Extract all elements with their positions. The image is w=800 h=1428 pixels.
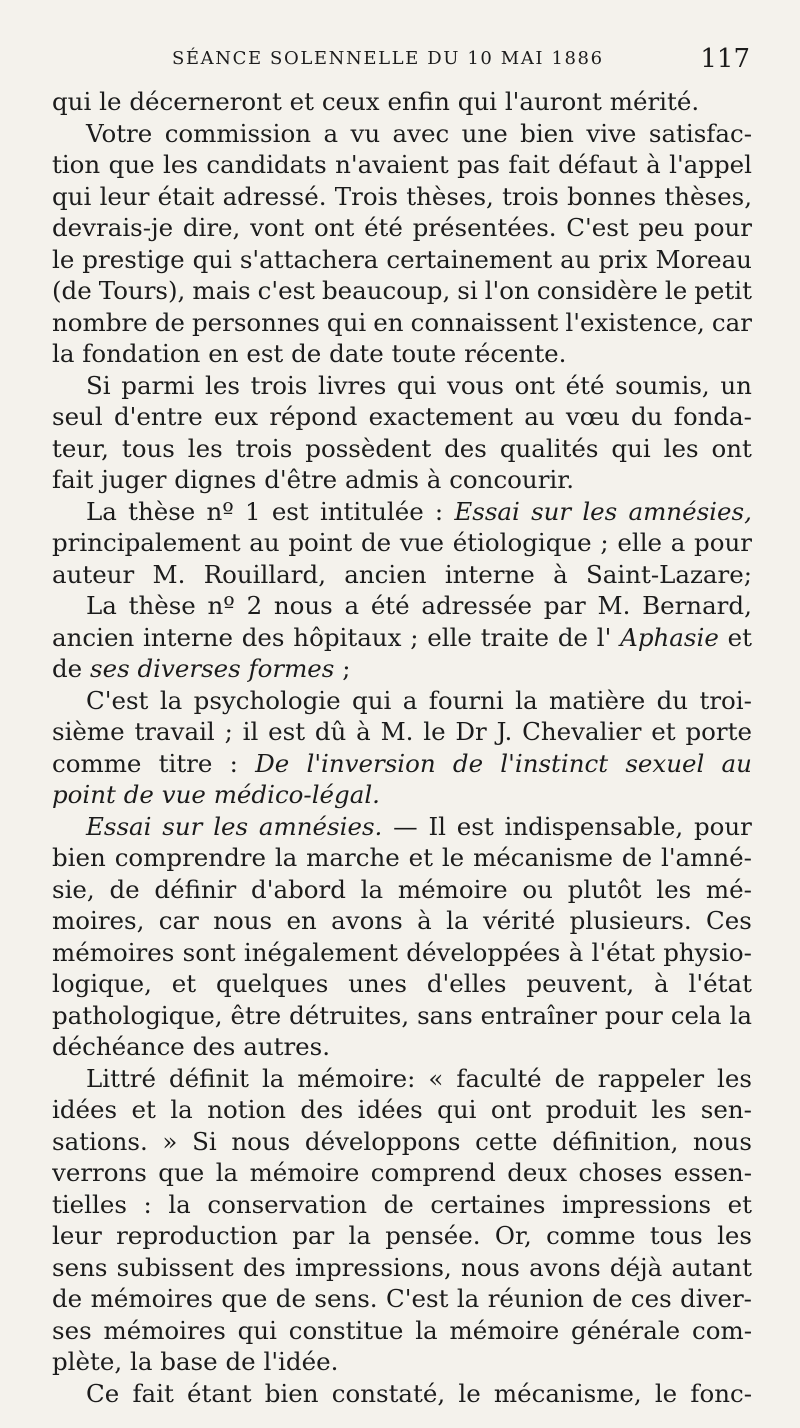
page-number: 117	[700, 44, 750, 74]
text-line: comme titre : De l'inversion de l'instinct sexuel au	[52, 748, 752, 778]
text-line: de mémoires que de sens. C'est la réunion de ces diver-	[52, 1284, 752, 1313]
body-text	[52, 86, 752, 1409]
text-line: principalement au point de vue étiologique ; elle a pour	[52, 528, 752, 557]
text-line: verrons que la mémoire comprend deux choses essen-	[52, 1158, 752, 1187]
text-line: teur, tous les trois possèdent des qualités qui les ont	[52, 433, 752, 463]
text-line: déchéance des autres.	[52, 1032, 331, 1061]
text-line: nombre de personnes qui en connaissent l'existence, car	[52, 307, 752, 337]
text-line: qui leur était adressé. Trois thèses, trois bonnes thèses,	[52, 181, 752, 211]
text-line: pathologique, être détruites, sans entraîner pour cela la	[52, 1000, 752, 1030]
text-line: Essai sur les amnésies. — Il est indispensable, pour	[86, 811, 752, 841]
text-line: tielles : la conservation de certaines impressions et	[52, 1189, 752, 1219]
text-line: qui le décerneront et ceux enfin qui l'auront mérité.	[52, 87, 700, 116]
text-line: sième travail ; il est dû à M. le Dr J. Chevalier et porte	[52, 717, 752, 746]
text-line: le prestige qui s'attachera certainement au prix Moreau	[52, 244, 752, 274]
text-line: Si parmi les trois livres qui vous ont été soumis, un	[86, 370, 752, 400]
text-line: moires, car nous en avons à la vérité plusieurs. Ces	[52, 906, 752, 935]
text-line: sens subissent des impressions, nous avons déjà autant	[52, 1252, 752, 1282]
text-line: point de vue médico-légal.	[52, 780, 380, 809]
text-line: devrais-je dire, vont ont été présentées. C'est peu pour	[52, 213, 752, 242]
text-line: fait juger dignes d'être admis à concourir.	[52, 465, 575, 494]
text-line: seul d'entre eux répond exactement au vœu du fonda-	[52, 402, 752, 431]
text-line: ancien interne des hôpitaux ; elle traite de l' Aphasie et	[52, 622, 752, 652]
running-head: SÉANCE SOLENNELLE DU 10 MAI 1886	[172, 48, 604, 69]
text-line: Littré définit la mémoire: « faculté de rappeler les	[86, 1063, 752, 1093]
text-line: La thèse nº 1 est intitulée : Essai sur les amnésies,	[86, 496, 752, 526]
text-line: Votre commission a vu avec une bien vive satisfac-	[86, 118, 752, 148]
text-line: sations. » Si nous développons cette définition, nous	[52, 1126, 752, 1156]
text-line: plète, la base de l'idée.	[52, 1347, 339, 1376]
text-line: idées et la notion des idées qui ont produit les sen-	[52, 1095, 752, 1124]
text-line: Ce fait étant bien constaté, le mécanisme, le fonc-	[86, 1378, 752, 1408]
text-line: logique, et quelques unes d'elles peuvent, à l'état	[52, 969, 752, 998]
text-line: mémoires sont inégalement développées à l'état physio-	[52, 937, 752, 967]
text-line: de ses diverses formes ;	[52, 654, 351, 683]
text-line: tion que les candidats n'avaient pas fait défaut à l'appel	[52, 150, 752, 179]
text-line: C'est la psychologie qui a fourni la matière du troi-	[86, 685, 752, 715]
text-line: leur reproduction par la pensée. Or, comme tous les	[52, 1221, 752, 1250]
text-line: La thèse nº 2 nous a été adressée par M. Bernard,	[86, 591, 752, 620]
text-line: bien comprendre la marche et le mécanisme de l'amné-	[52, 843, 752, 872]
text-line: auteur M. Rouillard, ancien interne à Saint-Lazare;	[52, 559, 752, 589]
text-line: sie, de définir d'abord la mémoire ou plutôt les mé-	[52, 874, 752, 904]
text-line: (de Tours), mais c'est beaucoup, si l'on considère le petit	[52, 276, 752, 305]
text-line: ses mémoires qui constitue la mémoire générale com-	[52, 1315, 752, 1345]
text-line: la fondation en est de date toute récente.	[52, 339, 567, 368]
page-header	[52, 44, 750, 80]
